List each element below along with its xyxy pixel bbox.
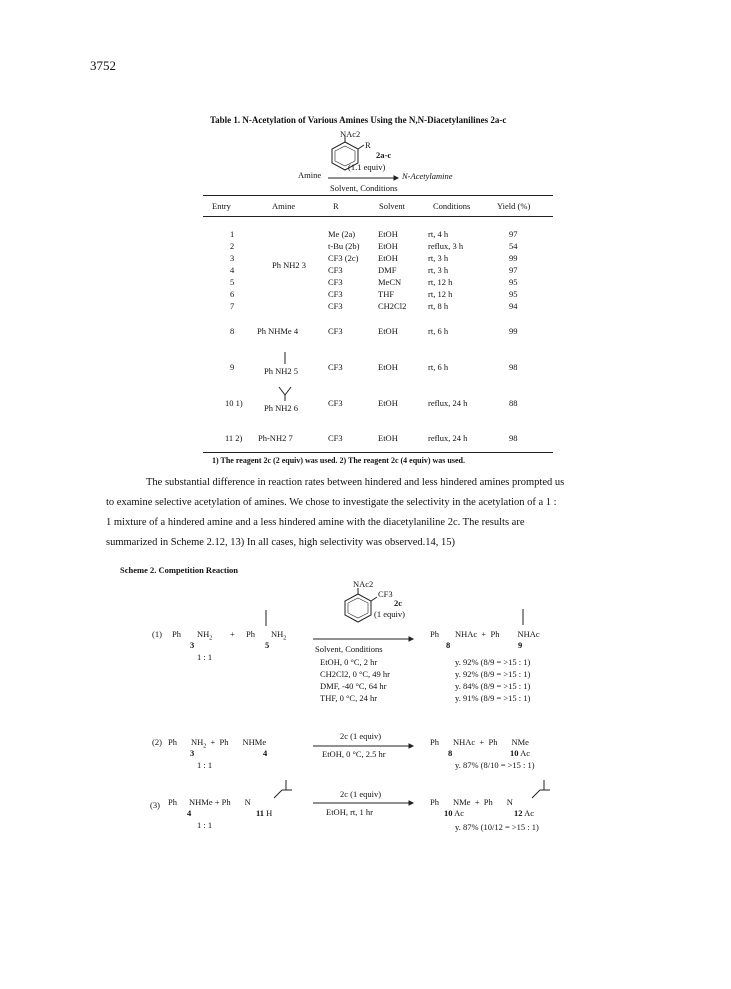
cell-entry: 1 [230,229,235,239]
cell-amine: Ph NHMe 4 [257,326,299,336]
compound-number: 10 Ac [510,748,531,758]
cell-solvent: DMF [378,265,397,275]
cell-conditions: reflux, 3 h [428,241,464,251]
reaction-1-cond: THF, 0 °C, 24 hr [320,693,378,703]
cell-r: Me (2a) [328,229,356,239]
cell-entry: 7 [230,301,235,311]
header-yield: Yield (%) [497,201,531,211]
reaction-arrow-icon [313,637,413,643]
compound-number: 4 [263,748,268,758]
reaction-1-yield: y. 92% (8/9 = >15 : 1) [455,657,531,667]
cell-yield: 94 [509,301,518,311]
compound-number: 4 [187,808,192,818]
cell-conditions: rt, 4 h [428,229,449,239]
table-reagent-label: 2a-c [376,150,392,160]
cell-solvent: EtOH [378,253,398,263]
reaction-2-label: (2) [152,737,162,747]
reaction-1-cond: EtOH, 0 °C, 2 hr [320,657,378,667]
cell-amine: Ph NH2 6 [264,403,299,413]
cell-yield: 98 [509,433,518,443]
product-10-12: Ph NMe + Ph N [430,797,513,807]
table-amine-label: Amine [298,170,322,180]
scheme-reagent-equiv: (1 equiv) [374,609,405,619]
header-solvent: Solvent [379,201,405,211]
cell-r: CF3 [328,398,343,408]
reaction-2-yield: y. 87% (8/10 = >15 : 1) [455,760,535,770]
scheme-reagent-sub: CF3 [378,589,393,599]
table-reagent-equiv: (1.1 equiv) [348,162,386,172]
cell-entry: 10 1) [225,398,243,408]
cell-yield: 97 [509,229,518,239]
cell-conditions: reflux, 24 h [428,433,468,443]
cell-conditions: rt, 3 h [428,265,449,275]
methyl-branch-icon [520,609,530,627]
reaction-3-below: EtOH, rt, 1 hr [326,807,373,817]
cell-solvent: EtOH [378,241,398,251]
compound-number: 12 Ac [514,808,535,818]
table-rule-bottom [203,452,553,453]
cell-solvent: EtOH [378,229,398,239]
reactant-3: Ph $NH_2$ [172,629,213,642]
reactant-4: Ph NHMe + Ph N [168,797,251,807]
cell-yield: 99 [509,326,518,336]
compound-number: 8 [446,640,451,650]
paragraph-line: The substantial difference in reaction rates between hindered and less hindered amines prompted us [146,477,565,488]
cell-solvent: EtOH [378,362,398,372]
reaction-arrow-icon [328,176,398,182]
table-reagent-group: NAc2 [340,129,361,139]
reaction-2-below: EtOH, 0 °C, 2.5 hr [322,749,386,759]
table-reagent-sub: R [365,140,371,150]
reaction-3-label: (3) [150,800,160,810]
reaction-3-ratio: 1 : 1 [197,820,213,830]
reactant-5: Ph $NH_2$ [246,629,287,642]
cell-entry: 5 [230,277,235,287]
header-conditions: Conditions [433,201,471,211]
cell-solvent: EtOH [378,398,398,408]
dimethyl-branch-icon [279,387,293,403]
cell-amine: Ph NH2 5 [264,366,299,376]
amine-3: Ph NH2 3 [272,260,307,270]
cell-entry: 11 2) [225,433,243,443]
compound-number: 8 [448,748,453,758]
cell-solvent: CH2Cl2 [378,301,407,311]
cell-r: CF3 [328,301,343,311]
cell-entry: 3 [230,253,235,263]
cell-yield: 99 [509,253,518,263]
paragraph-line: to examine selective acetylation of amines. We chose to investigate the selectivity in the acetylation of a 1 : [106,497,557,508]
reaction-2-above: 2c (1 equiv) [340,731,382,741]
cell-r: CF3 [328,326,343,336]
cell-conditions: rt, 12 h [428,289,453,299]
cell-solvent: EtOH [378,433,398,443]
cell-solvent: EtOH [378,326,398,336]
table-title: Table 1. N-Acetylation of Various Amines Using the N,N-Diacetylanilines 2a-c [210,115,507,125]
cell-conditions: reflux, 24 h [428,398,468,408]
product-8-10: Ph NHAc + Ph NMe [430,737,529,747]
isopropyl-branch-icon [532,780,556,800]
cell-amine: Ph-NH2 7 [258,433,293,443]
table-rule-header [203,216,553,217]
benzene-ring-icon [330,140,370,180]
table-product-label: N-Acetylamine [402,171,453,181]
reaction-3-above: 2c (1 equiv) [340,789,382,799]
table-conditions-label: Solvent, Conditions [330,183,398,193]
header-entry: Entry [212,201,231,211]
header-r: R [333,201,339,211]
reaction-1-yield: y. 91% (8/9 = >15 : 1) [455,693,531,703]
compound-number: 9 [518,640,523,650]
cell-conditions: rt, 3 h [428,253,449,263]
compound-number: 11 H [256,808,273,818]
cell-solvent: MeCN [378,277,402,287]
scheme-reagent-group: NAc2 [353,579,374,589]
cell-solvent: THF [378,289,395,299]
product-8: Ph NHAc + Ph NHAc [430,629,540,639]
plus-sign: + [230,629,235,639]
cell-r: CF3 (2c) [328,253,359,263]
reaction-1-conditions-label: Solvent, Conditions [315,644,383,654]
cell-r: CF3 [328,289,343,299]
page-number: 3752 [90,58,116,73]
cell-entry: 4 [230,265,235,275]
paragraph-line: 1 mixture of a hindered amine and a less hindered amine with the diacetylaniline 2c. The results are [106,517,525,528]
reaction-1-yield: y. 84% (8/9 = >15 : 1) [455,681,531,691]
reaction-1-yield: y. 92% (8/9 = >15 : 1) [455,669,531,679]
cell-conditions: rt, 8 h [428,301,449,311]
reaction-1-cond: DMF, -40 °C, 64 hr [320,681,387,691]
reaction-1-cond: CH2Cl2, 0 °C, 49 hr [320,669,390,679]
cell-entry: 8 [230,326,235,336]
reaction-1-label: (1) [152,629,162,639]
cell-entry: 6 [230,289,235,299]
cell-yield: 95 [509,289,518,299]
reaction-2-ratio: 1 : 1 [197,760,213,770]
isopropyl-branch-icon [274,780,298,800]
cell-yield: 95 [509,277,518,287]
methyl-branch-icon [263,610,273,628]
cell-yield: 98 [509,362,518,372]
scheme-title: Scheme 2. Competition Reaction [120,565,239,575]
cell-r: CF3 [328,277,343,287]
scheme-reagent-label: 2c [394,598,403,608]
cell-r: CF3 [328,265,343,275]
cell-conditions: rt, 6 h [428,326,449,336]
table-footnote: 1) The reagent 2c (2 equiv) was used. 2) The reagent 2c (4 equiv) was used. [212,456,465,465]
cell-conditions: rt, 12 h [428,277,453,287]
cell-yield: 88 [509,398,518,408]
reaction-3-yield: y. 87% (10/12 = >15 : 1) [455,822,539,832]
cell-r: CF3 [328,362,343,372]
cell-yield: 97 [509,265,518,275]
reaction-1-ratio: 1 : 1 [197,652,213,662]
cell-conditions: rt, 6 h [428,362,449,372]
body-paragraph [106,473,636,553]
cell-entry: 9 [230,362,235,372]
table-rule-top [203,195,553,196]
reactant-3: Ph $NH_2 + Ph$ NHMe [168,737,267,750]
compound-number: 3 [190,748,195,758]
cell-r: t-Bu (2b) [328,241,360,251]
compound-number: 5 [265,640,270,650]
compound-number: 10 Ac [444,808,465,818]
paragraph-line: summarized in Scheme 2.12, 13) In all cases, high selectivity was observed.14, 15) [106,537,456,548]
methyl-branch-icon [283,352,293,366]
cell-r: CF3 [328,433,343,443]
compound-number: 3 [190,640,195,650]
cell-yield: 54 [509,241,518,251]
cell-entry: 2 [230,241,235,251]
header-amine: Amine [272,201,296,211]
